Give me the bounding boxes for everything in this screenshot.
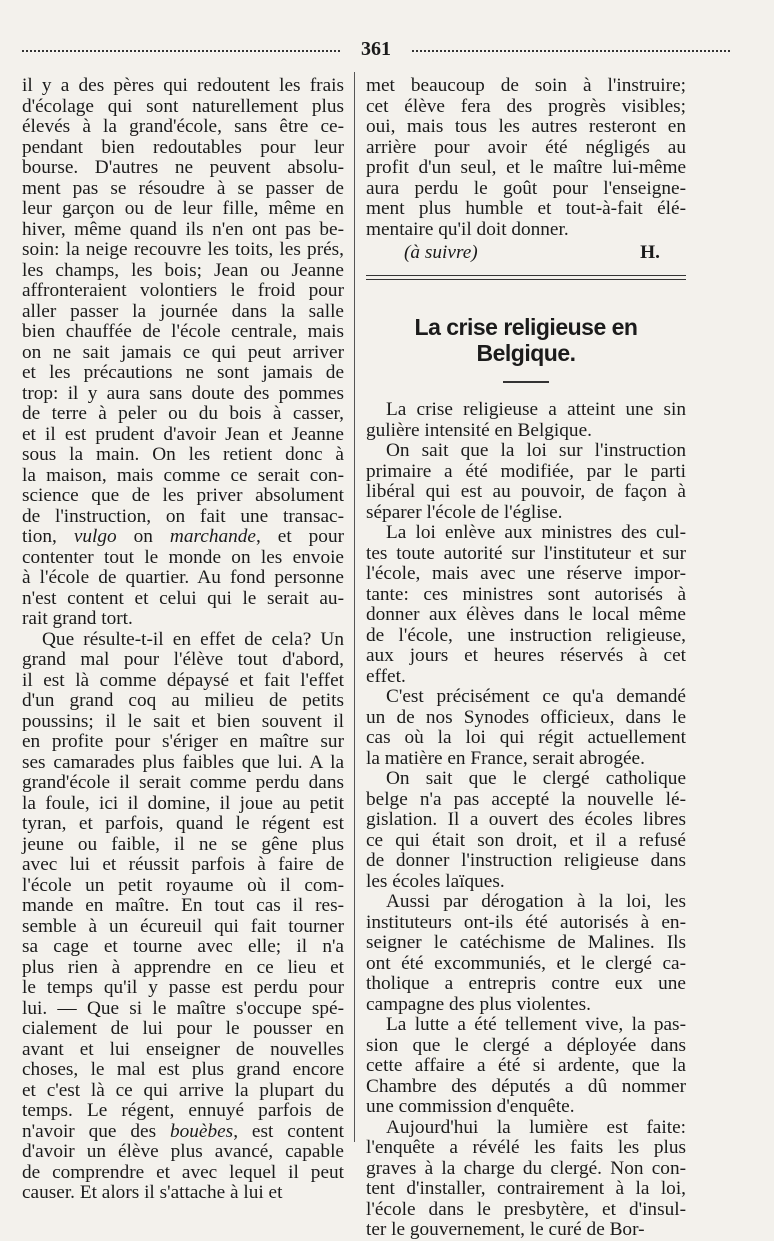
text-line: sous la main. On les retient donc à: [22, 444, 344, 465]
text-line: il est là comme dépaysé et fait l'effet: [22, 669, 344, 691]
text-line: l'école, mais avec une réserve impor-: [366, 563, 686, 584]
text-line: jeune ou faible, il ne se gêne plus: [22, 833, 344, 855]
text-line: la matière en France, serait abrogée.: [366, 747, 645, 769]
text-line: mande en maître. En tout cas il res-: [22, 895, 344, 916]
text-line: les écoles laïques.: [366, 870, 505, 892]
text-line: tante: ces ministres sont autorisés à: [366, 583, 686, 605]
text-line: rait grand tort.: [22, 608, 133, 629]
text-line: l'école un petit royaume où il com-: [22, 874, 344, 896]
text-line: aller passer la journée dans la salle: [22, 300, 344, 322]
text-line: La lutte a été tellement vive, la pas-: [386, 1014, 686, 1035]
text-line: d'un grand coq au milieu de petits: [22, 690, 344, 711]
text-line: l'école dans le presbytère, et d'insul-: [366, 1198, 686, 1220]
header-dotted-rule-left: [22, 50, 340, 52]
text-line: sion que le clergé a déployée dans: [366, 1034, 686, 1056]
text-line: aura perdu le goût pour l'enseigne-: [366, 177, 686, 199]
text-line: profit d'un seul, et le maître lui-même: [366, 157, 686, 178]
text-line: n'avoir que des bouèbes, est content: [22, 1120, 344, 1142]
text-line: il y a des pères qui redoutent les frais: [22, 75, 344, 96]
text-line: bourse. D'autres ne peuvent absolu-: [22, 157, 344, 178]
text-line: Aujourd'hui la lumière est faite:: [386, 1116, 686, 1138]
text-line: met beaucoup de soin à l'instruire;: [366, 75, 686, 96]
text-line: tent d'installer, contrairement à la loi,: [366, 1178, 686, 1199]
text-line: cas où la loi qui régit actuellement: [366, 727, 686, 748]
text-line: seigner le catéchisme de Malines. Ils: [366, 932, 686, 953]
page-number: 361: [361, 38, 391, 60]
text-line: ment plus humble et tout-à-fait élé-: [366, 198, 686, 219]
page-header: [22, 38, 730, 60]
text-line: Que résulte-t-il en effet de cela? Un: [42, 628, 344, 650]
text-line: lui. — Que si le maître s'occupe spé-: [22, 997, 344, 1019]
text-line: soin: la neige recouvre les toits, les prés,: [22, 239, 344, 260]
left-column: [22, 76, 344, 1204]
article-title: La crise religieuse en Belgique.: [414, 313, 638, 366]
text-line: gulière intensité en Belgique.: [366, 419, 592, 441]
text-line: une commission d'enquête.: [366, 1096, 575, 1117]
text-line: graves à la charge du clergé. Non con-: [366, 1157, 686, 1179]
text-line: n'est content et celui qui le serait au-: [22, 587, 344, 609]
text-line: de comprendre et avec lequel il peut: [22, 1161, 344, 1183]
text-line: et il est prudent d'avoir Jean et Jeanne: [22, 423, 344, 445]
text-line: la maison, mais comme ce serait con-: [22, 464, 344, 486]
text-line: de l'instruction, on fait une transac-: [22, 505, 344, 527]
text-line: effet.: [366, 665, 406, 687]
text-line: hiver, même quand ils n'en ont pas be-: [22, 218, 344, 240]
text-line: cet élève fera des progrès visibles;: [366, 95, 686, 117]
text-line: la foule, ici il domine, il joue au petit: [22, 792, 344, 814]
text-line: grand'école il serait comme perdu dans: [22, 772, 344, 793]
text-line: donner aux élèves dans le local même: [366, 604, 686, 625]
text-line: science que de les priver absolument: [22, 485, 344, 506]
text-line: leur garçon ou de leur fille, même en: [22, 198, 344, 219]
column-divider: [354, 72, 355, 1142]
right-column: [366, 76, 686, 1241]
text-line: causer. Et alors il s'attache à lui et: [22, 1182, 283, 1203]
text-line: libéral qui est au pouvoir, de façon à: [366, 481, 686, 502]
text-line: aux jours et heures réservés à cet: [366, 645, 686, 666]
text-line: instituteurs ont-ils été autorisés à en-: [366, 911, 686, 933]
text-line: de terre à peler ou du bois à casser,: [22, 403, 344, 424]
text-line: un de nos Synodes officieux, dans le: [366, 706, 686, 728]
text-line: cialement de lui pour le pousser en: [22, 1018, 344, 1039]
article-signature: [366, 243, 686, 264]
text-line: cette affaire a été si ardente, que la: [366, 1055, 686, 1076]
text-line: semble à un écureuil qui fait tourner: [22, 915, 344, 937]
text-line: On sait que la loi sur l'instruction: [386, 440, 686, 461]
text-line: poussins; il le sait et bien souvent il: [22, 710, 344, 732]
text-line: avec lui et réussit parfois à faire de: [22, 854, 344, 875]
text-line: de donner l'instruction religieuse dans: [366, 850, 686, 871]
article-body: [366, 400, 686, 1241]
text-line: tholique a entrepris contre eux une: [366, 973, 686, 994]
text-line: séparer l'école de l'église.: [366, 501, 563, 523]
text-line: belge n'a pas accepté la nouvelle lé-: [366, 788, 686, 810]
text-line: C'est précisément ce qu'a demandé: [386, 686, 686, 707]
text-line: choses, le mal est plus grand encore: [22, 1059, 344, 1080]
text-line: tion, vulgo on marchande, et pour: [22, 526, 345, 547]
text-line: Aussi par dérogation à la loi, les: [386, 891, 686, 912]
text-line: de l'école, une instruction religieuse,: [366, 624, 686, 646]
text-line: d'écolage qui sont naturellement plus: [22, 95, 344, 117]
text-line: plus rien à apprendre en ce lieu et: [22, 956, 344, 978]
text-line: en profite pour s'ériger en maître sur: [22, 731, 344, 752]
text-line: affronteraient volontiers le froid pour: [22, 280, 344, 301]
author-initial: H.: [640, 242, 660, 263]
text-line: campagne des plus violentes.: [366, 993, 591, 1015]
text-line: avant et lui enseigner de nouvelles: [22, 1038, 344, 1060]
text-line: sa cage et tourne avec elle; il n'a: [22, 936, 344, 957]
text-line: on ne sait jamais ce qui peut arriver: [22, 341, 344, 363]
article-separator: [366, 275, 686, 280]
text-line: temps. Le régent, ennuyé parfois de: [22, 1100, 344, 1121]
text-line: trop: il y aura sans doute des pommes: [22, 382, 344, 404]
text-line: tes toute autorité sur l'instituteur et sur: [366, 542, 686, 564]
continuation-text: [366, 76, 686, 240]
text-line: ce qui était son droit, et il a refusé: [366, 829, 686, 851]
text-line: Chambre des députés a dû nommer: [366, 1075, 686, 1097]
text-line: d'avoir un élève plus avancé, capable: [22, 1141, 344, 1162]
text-line: tyran, et parfois, quand le régent est: [22, 813, 344, 834]
text-line: ment pas se résoudre à se passer de: [22, 177, 344, 199]
text-line: l'enquête a révélé les faits les plus: [366, 1137, 686, 1158]
text-line: La loi enlève aux ministres des cul-: [386, 522, 686, 543]
text-line: ont été excommuniés, et le clergé ca-: [366, 952, 686, 974]
title-ornament: [366, 368, 686, 389]
text-line: gislation. Il a ouvert des écoles libres: [366, 809, 686, 830]
text-line: ses camarades plus faibles que lui. A la: [22, 751, 344, 773]
text-line: La crise religieuse a atteint une sin: [386, 399, 686, 420]
text-line: primaire a été modifiée, par le parti: [366, 460, 686, 482]
text-line: à l'école de quartier. Au fond personne: [22, 567, 344, 588]
text-line: arrière pour avoir été négligés au: [366, 136, 686, 158]
text-line: pendant bien redoutables pour leur: [22, 136, 344, 158]
text-line: grand mal pour l'élève tout d'abord,: [22, 649, 344, 670]
text-line: les champs, les bois; Jean ou Jeanne: [22, 259, 344, 281]
to-be-continued-note: (à suivre): [404, 242, 478, 263]
text-line: contenter tout le monde on les envoie: [22, 546, 344, 568]
text-line: le temps qu'il y passe est perdu pour: [22, 977, 344, 998]
text-line: On sait que le clergé catholique: [386, 768, 686, 789]
text-line: et c'est là ce qui arrive la plupart du: [22, 1079, 344, 1101]
text-line: mentaire qu'il doit donner.: [366, 218, 569, 240]
text-line: bien chauffée de l'école centrale, mais: [22, 321, 344, 342]
text-line: et les précautions ne sont jamais de: [22, 362, 344, 383]
text-line: oui, mais tous les autres resteront en: [366, 116, 686, 137]
header-dotted-rule-right: [412, 50, 730, 52]
text-line: ter le gouvernement, le curé de Bor-: [366, 1219, 645, 1240]
text-line: élevés à la grand'école, sans être ce-: [22, 116, 344, 137]
